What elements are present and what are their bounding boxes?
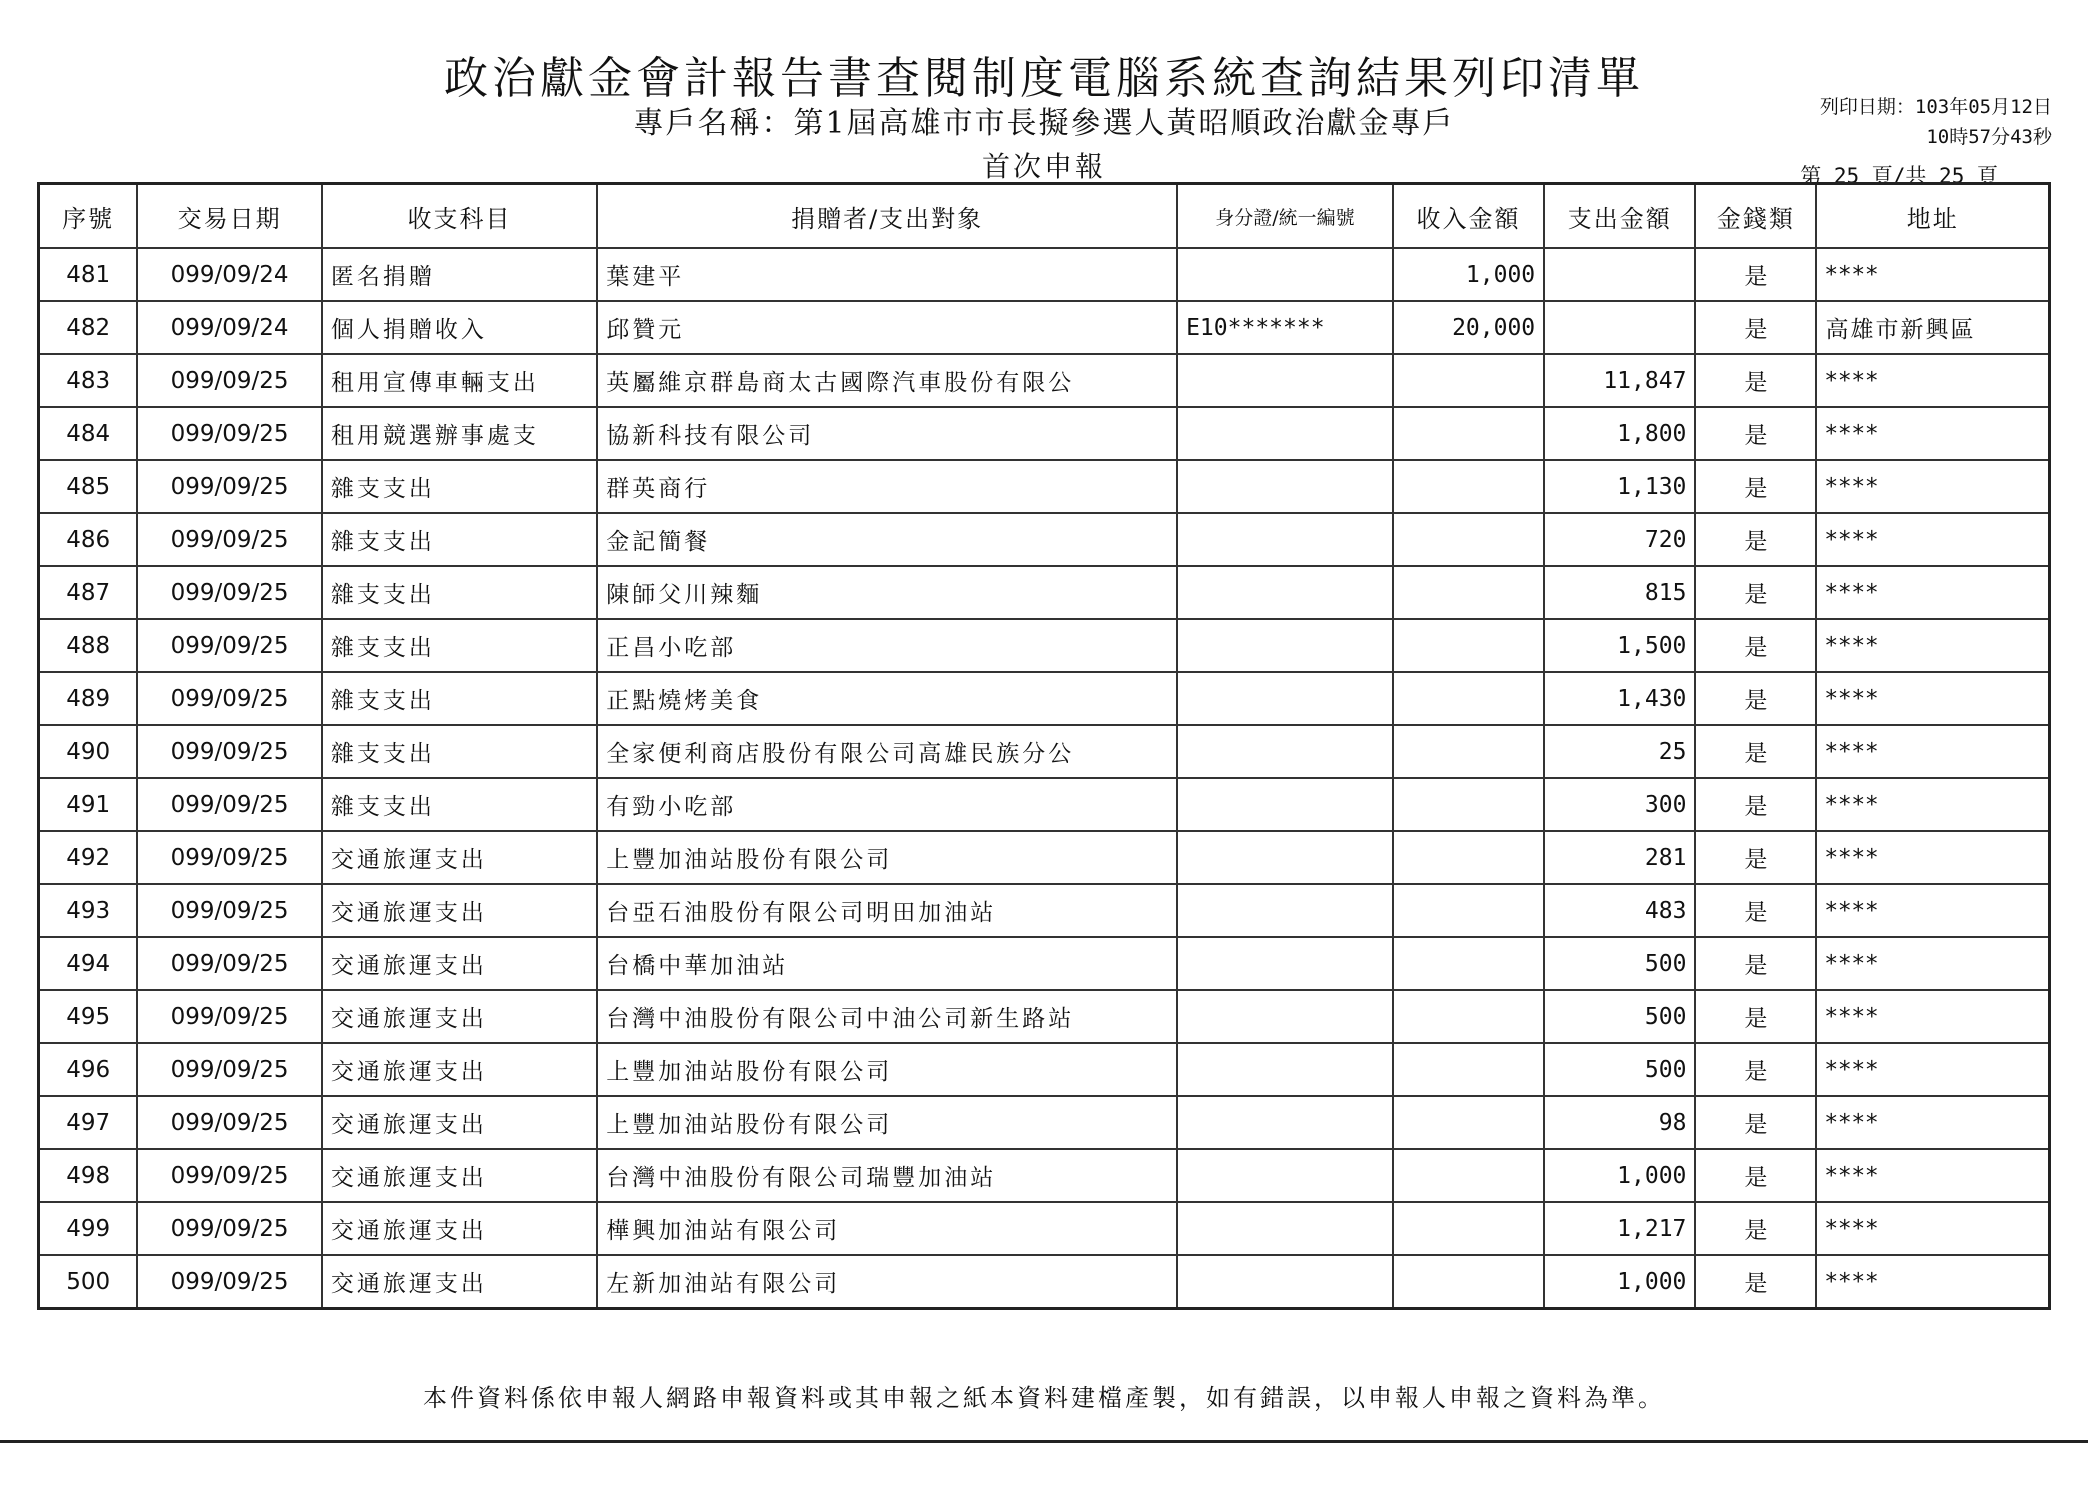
cell-income [1393, 937, 1544, 990]
table-row [39, 619, 2050, 672]
cell-expense: 281 [1544, 831, 1695, 884]
cell-id [1177, 354, 1393, 407]
cell-seq: 496 [39, 1043, 138, 1096]
table-row [39, 725, 2050, 778]
cell-date: 099/09/25 [137, 778, 322, 831]
cell-seq: 494 [39, 937, 138, 990]
cell-category: 交通旅運支出 [322, 937, 597, 990]
table-row [39, 407, 2050, 460]
cell-expense: 98 [1544, 1096, 1695, 1149]
table-row [39, 1202, 2050, 1255]
column-header-party: 捐贈者/支出對象 [597, 184, 1177, 249]
cell-seq: 490 [39, 725, 138, 778]
cell-expense: 483 [1544, 884, 1695, 937]
table-row [39, 354, 2050, 407]
cell-address: **** [1816, 407, 2049, 460]
cell-date: 099/09/25 [137, 1149, 322, 1202]
cell-expense: 1,500 [1544, 619, 1695, 672]
table-row [39, 1096, 2050, 1149]
cell-date: 099/09/25 [137, 1202, 322, 1255]
cell-party: 左新加油站有限公司 [597, 1255, 1177, 1309]
cell-id [1177, 1255, 1393, 1309]
cell-id [1177, 1096, 1393, 1149]
cell-category: 雜支支出 [322, 725, 597, 778]
cell-date: 099/09/24 [137, 301, 322, 354]
cell-date: 099/09/24 [137, 248, 322, 301]
cell-party: 上豐加油站股份有限公司 [597, 1096, 1177, 1149]
cell-seq: 499 [39, 1202, 138, 1255]
cell-date: 099/09/25 [137, 407, 322, 460]
cell-income [1393, 672, 1544, 725]
cell-id [1177, 566, 1393, 619]
cell-id [1177, 990, 1393, 1043]
cell-party: 台灣中油股份有限公司中油公司新生路站 [597, 990, 1177, 1043]
account-name: 專戶名稱：第1屆高雄市市長擬參選人黃昭順政治獻金專戶 [633, 106, 1455, 141]
cell-party: 台橋中華加油站 [597, 937, 1177, 990]
ledger-body [39, 248, 2050, 1309]
table-row [39, 1043, 2050, 1096]
cell-party: 有勁小吃部 [597, 778, 1177, 831]
cell-address: **** [1816, 937, 2049, 990]
cell-expense: 720 [1544, 513, 1695, 566]
table-row [39, 884, 2050, 937]
cell-date: 099/09/25 [137, 1096, 322, 1149]
cell-party: 正點燒烤美食 [597, 672, 1177, 725]
cell-date: 099/09/25 [137, 831, 322, 884]
table-row [39, 1255, 2050, 1309]
cell-seq: 486 [39, 513, 138, 566]
cell-expense: 1,217 [1544, 1202, 1695, 1255]
print-info [1820, 92, 2052, 152]
cell-monetary: 是 [1695, 460, 1816, 513]
cell-expense: 815 [1544, 566, 1695, 619]
cell-seq: 495 [39, 990, 138, 1043]
table-row [39, 937, 2050, 990]
cell-income [1393, 354, 1544, 407]
cell-id [1177, 725, 1393, 778]
cell-monetary: 是 [1695, 566, 1816, 619]
cell-expense: 500 [1544, 937, 1695, 990]
cell-id: E10******* [1177, 301, 1393, 354]
cell-address: **** [1816, 513, 2049, 566]
cell-id [1177, 407, 1393, 460]
cell-date: 099/09/25 [137, 566, 322, 619]
print-time: 10時57分43秒 [1926, 126, 2052, 148]
cell-id [1177, 672, 1393, 725]
cell-expense: 300 [1544, 778, 1695, 831]
cell-party: 上豐加油站股份有限公司 [597, 831, 1177, 884]
column-header-address: 地址 [1816, 184, 2049, 249]
cell-income [1393, 1043, 1544, 1096]
cell-monetary: 是 [1695, 1043, 1816, 1096]
cell-category: 雜支支出 [322, 566, 597, 619]
cell-address: **** [1816, 1096, 2049, 1149]
cell-category: 雜支支出 [322, 778, 597, 831]
cell-seq: 497 [39, 1096, 138, 1149]
cell-income [1393, 513, 1544, 566]
cell-expense [1544, 301, 1695, 354]
cell-category: 交通旅運支出 [322, 1149, 597, 1202]
cell-monetary: 是 [1695, 619, 1816, 672]
cell-category: 租用競選辦事處支 [322, 407, 597, 460]
cell-expense: 1,000 [1544, 1149, 1695, 1202]
cell-seq: 488 [39, 619, 138, 672]
cell-date: 099/09/25 [137, 513, 322, 566]
cell-party: 全家便利商店股份有限公司高雄民族分公 [597, 725, 1177, 778]
table-row [39, 460, 2050, 513]
cell-monetary: 是 [1695, 354, 1816, 407]
cell-category: 交通旅運支出 [322, 1043, 597, 1096]
cell-party: 正昌小吃部 [597, 619, 1177, 672]
cell-party: 台亞石油股份有限公司明田加油站 [597, 884, 1177, 937]
cell-monetary: 是 [1695, 990, 1816, 1043]
cell-party: 英屬維京群島商太古國際汽車股份有限公 [597, 354, 1177, 407]
cell-seq: 487 [39, 566, 138, 619]
cell-address: **** [1816, 1043, 2049, 1096]
cell-date: 099/09/25 [137, 725, 322, 778]
cell-party: 上豐加油站股份有限公司 [597, 1043, 1177, 1096]
cell-id [1177, 619, 1393, 672]
cell-address: **** [1816, 460, 2049, 513]
cell-seq: 484 [39, 407, 138, 460]
cell-id [1177, 248, 1393, 301]
cell-seq: 485 [39, 460, 138, 513]
cell-category: 匿名捐贈 [322, 248, 597, 301]
cell-expense: 1,800 [1544, 407, 1695, 460]
cell-seq: 492 [39, 831, 138, 884]
cell-monetary: 是 [1695, 725, 1816, 778]
cell-category: 交通旅運支出 [322, 884, 597, 937]
cell-address: **** [1816, 619, 2049, 672]
table-row [39, 778, 2050, 831]
cell-income [1393, 407, 1544, 460]
cell-address: 高雄市新興區 [1816, 301, 2049, 354]
cell-date: 099/09/25 [137, 1255, 322, 1309]
cell-seq: 500 [39, 1255, 138, 1309]
cell-seq: 491 [39, 778, 138, 831]
cell-income [1393, 1255, 1544, 1309]
cell-monetary: 是 [1695, 1149, 1816, 1202]
cell-expense [1544, 248, 1695, 301]
cell-date: 099/09/25 [137, 354, 322, 407]
cell-monetary: 是 [1695, 672, 1816, 725]
report-type: 首次申報 [981, 150, 1106, 183]
document-title: 政治獻金會計報告書查閱制度電腦系統查詢結果列印清單 [444, 53, 1644, 104]
column-header-date: 交易日期 [137, 184, 322, 249]
cell-id [1177, 460, 1393, 513]
cell-id [1177, 884, 1393, 937]
cell-income [1393, 831, 1544, 884]
cell-date: 099/09/25 [137, 619, 322, 672]
cell-id [1177, 831, 1393, 884]
cell-seq: 489 [39, 672, 138, 725]
cell-id [1177, 778, 1393, 831]
cell-address: **** [1816, 1149, 2049, 1202]
cell-party: 金記簡餐 [597, 513, 1177, 566]
cell-category: 租用宣傳車輛支出 [322, 354, 597, 407]
cell-date: 099/09/25 [137, 672, 322, 725]
cell-income [1393, 725, 1544, 778]
cell-party: 邱贊元 [597, 301, 1177, 354]
cell-category: 交通旅運支出 [322, 831, 597, 884]
cell-monetary: 是 [1695, 1255, 1816, 1309]
cell-monetary: 是 [1695, 513, 1816, 566]
cell-party: 台灣中油股份有限公司瑞豐加油站 [597, 1149, 1177, 1202]
cell-income [1393, 1149, 1544, 1202]
cell-monetary: 是 [1695, 1202, 1816, 1255]
cell-expense: 500 [1544, 990, 1695, 1043]
cell-address: **** [1816, 831, 2049, 884]
cell-id [1177, 1149, 1393, 1202]
cell-address: **** [1816, 354, 2049, 407]
cell-income: 20,000 [1393, 301, 1544, 354]
bottom-divider [0, 1440, 2088, 1485]
cell-expense: 11,847 [1544, 354, 1695, 407]
column-header-category: 收支科目 [322, 184, 597, 249]
cell-monetary: 是 [1695, 937, 1816, 990]
cell-id [1177, 1043, 1393, 1096]
cell-party: 群英商行 [597, 460, 1177, 513]
column-header-monetary: 金錢類 [1695, 184, 1816, 249]
table-row [39, 513, 2050, 566]
column-header-expense: 支出金額 [1544, 184, 1695, 249]
cell-address: **** [1816, 566, 2049, 619]
cell-category: 交通旅運支出 [322, 1255, 597, 1309]
cell-address: **** [1816, 672, 2049, 725]
cell-category: 雜支支出 [322, 513, 597, 566]
cell-seq: 481 [39, 248, 138, 301]
cell-income [1393, 884, 1544, 937]
cell-party: 協新科技有限公司 [597, 407, 1177, 460]
table-row [39, 672, 2050, 725]
cell-income [1393, 566, 1544, 619]
table-row [39, 1149, 2050, 1202]
table-row [39, 248, 2050, 301]
table-row [39, 566, 2050, 619]
cell-income [1393, 778, 1544, 831]
cell-monetary: 是 [1695, 248, 1816, 301]
cell-monetary: 是 [1695, 831, 1816, 884]
cell-date: 099/09/25 [137, 1043, 322, 1096]
cell-seq: 493 [39, 884, 138, 937]
cell-address: **** [1816, 248, 2049, 301]
cell-seq: 483 [39, 354, 138, 407]
table-header-row [39, 184, 2050, 249]
cell-expense: 1,430 [1544, 672, 1695, 725]
cell-expense: 500 [1544, 1043, 1695, 1096]
cell-address: **** [1816, 1202, 2049, 1255]
cell-category: 雜支支出 [322, 672, 597, 725]
table-row [39, 831, 2050, 884]
cell-income [1393, 619, 1544, 672]
cell-date: 099/09/25 [137, 937, 322, 990]
cell-address: **** [1816, 1255, 2049, 1309]
table-row [39, 990, 2050, 1043]
cell-income [1393, 990, 1544, 1043]
cell-id [1177, 1202, 1393, 1255]
cell-date: 099/09/25 [137, 990, 322, 1043]
cell-expense: 1,130 [1544, 460, 1695, 513]
cell-date: 099/09/25 [137, 460, 322, 513]
column-header-id: 身分證/統一編號 [1177, 184, 1393, 249]
cell-date: 099/09/25 [137, 884, 322, 937]
cell-category: 雜支支出 [322, 460, 597, 513]
cell-category: 交通旅運支出 [322, 1202, 597, 1255]
ledger-table [37, 182, 2051, 1310]
cell-monetary: 是 [1695, 1096, 1816, 1149]
cell-address: **** [1816, 884, 2049, 937]
cell-category: 雜支支出 [322, 619, 597, 672]
footer-note: 本件資料係依申報人網路申報資料或其申報之紙本資料建檔產製，如有錯誤，以申報人申報之資料為準。 [423, 1384, 1665, 1412]
cell-address: **** [1816, 725, 2049, 778]
cell-income [1393, 1202, 1544, 1255]
page-indicator: 第 25 頁/共 25 頁 [1800, 164, 1998, 188]
cell-address: **** [1816, 778, 2049, 831]
cell-monetary: 是 [1695, 884, 1816, 937]
cell-seq: 498 [39, 1149, 138, 1202]
cell-id [1177, 937, 1393, 990]
table-row [39, 301, 2050, 354]
cell-party: 葉建平 [597, 248, 1177, 301]
cell-party: 陳師父川辣麵 [597, 566, 1177, 619]
cell-id [1177, 513, 1393, 566]
column-header-seq: 序號 [39, 184, 138, 249]
cell-seq: 482 [39, 301, 138, 354]
cell-category: 交通旅運支出 [322, 1096, 597, 1149]
cell-income [1393, 460, 1544, 513]
cell-category: 交通旅運支出 [322, 990, 597, 1043]
cell-expense: 25 [1544, 725, 1695, 778]
cell-monetary: 是 [1695, 778, 1816, 831]
cell-income [1393, 1096, 1544, 1149]
column-header-income: 收入金額 [1393, 184, 1544, 249]
cell-category: 個人捐贈收入 [322, 301, 597, 354]
cell-income: 1,000 [1393, 248, 1544, 301]
cell-monetary: 是 [1695, 407, 1816, 460]
cell-expense: 1,000 [1544, 1255, 1695, 1309]
cell-address: **** [1816, 990, 2049, 1043]
print-date: 列印日期：103年05月12日 [1819, 96, 2052, 118]
cell-monetary: 是 [1695, 301, 1816, 354]
cell-party: 樺興加油站有限公司 [597, 1202, 1177, 1255]
